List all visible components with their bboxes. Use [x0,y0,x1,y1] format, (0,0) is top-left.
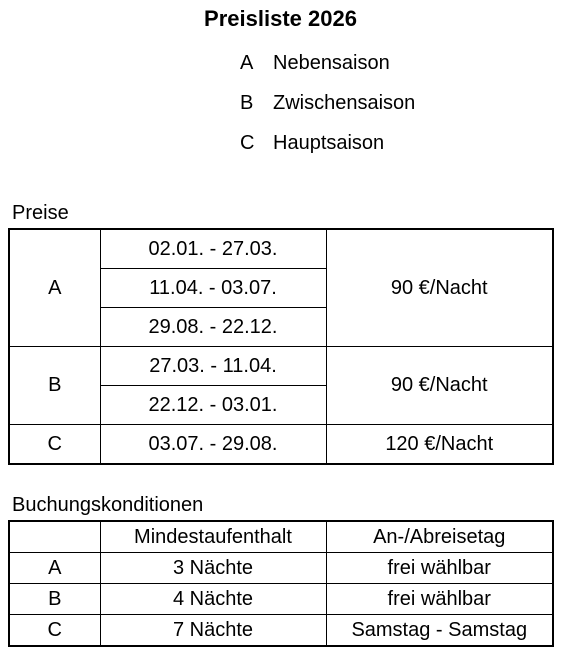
legend-item [240,50,415,90]
period-cell: 11.04. - 03.07. [100,269,326,308]
page-title: Preisliste 2026 [204,6,357,31]
legend-label: Hauptsaison [273,132,385,154]
season-code-cell: C [9,615,100,647]
prices-table [8,228,554,465]
min-stay-cell: 4 Nächte [100,584,326,615]
prices-label: Preise [12,202,69,224]
period-cell: 02.01. - 27.03. [100,229,326,269]
legend-label: Nebensaison [273,52,390,74]
table-row [9,347,553,386]
period-cell: 27.03. - 11.04. [100,347,326,386]
day-cell: frei wählbar [326,553,553,584]
legend-item [240,90,415,130]
legend-code: B [240,92,254,114]
table-row [9,425,553,465]
conditions-label: Buchungskonditionen [12,494,204,516]
table-row [9,584,553,615]
header-cell-empty [9,521,100,553]
season-code-cell: C [9,425,100,465]
price-cell: 120 €/Nacht [326,425,553,465]
table-row [9,615,553,647]
price-cell: 90 €/Nacht [326,229,553,347]
table-row [9,229,553,269]
season-code-cell: B [9,347,100,425]
season-legend [240,50,415,170]
legend-code: A [240,52,254,74]
period-cell: 22.12. - 03.01. [100,386,326,425]
price-cell: 90 €/Nacht [326,347,553,425]
table-header-row [9,521,553,553]
period-cell: 03.07. - 29.08. [100,425,326,465]
season-code-cell: B [9,584,100,615]
conditions-table [8,520,554,647]
legend-item [240,130,415,170]
period-cell: 29.08. - 22.12. [100,308,326,347]
season-code-cell: A [9,553,100,584]
table-row [9,553,553,584]
legend-label: Zwischensaison [273,92,416,114]
header-cell-min-stay: Mindestaufenthalt [100,521,326,553]
season-code-cell: A [9,229,100,347]
day-cell: frei wählbar [326,584,553,615]
header-cell-day: An-/Abreisetag [326,521,553,553]
day-cell: Samstag - Samstag [326,615,553,647]
legend-code: C [240,132,255,154]
min-stay-cell: 7 Nächte [100,615,326,647]
min-stay-cell: 3 Nächte [100,553,326,584]
